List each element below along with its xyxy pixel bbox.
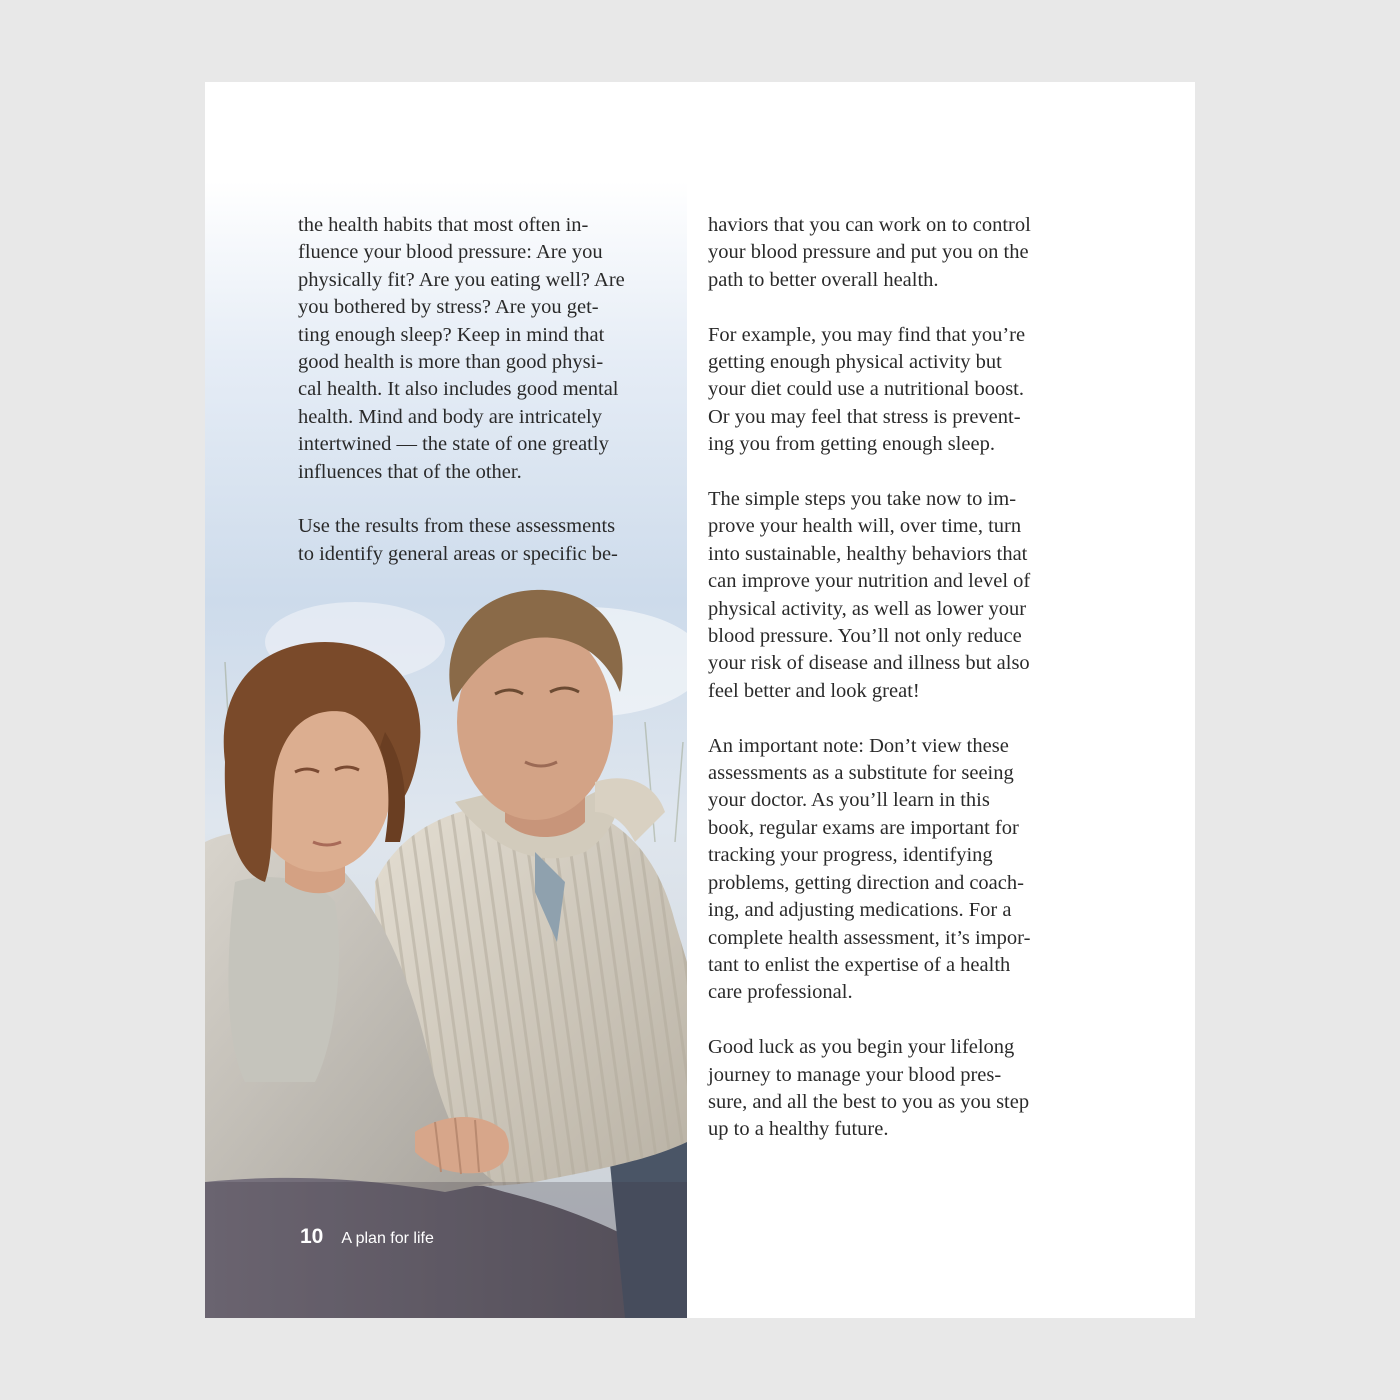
right-text-column <box>708 212 1088 1171</box>
left-text-column <box>298 212 668 596</box>
body-paragraph: the health habits that most often in- fluence your blood pressure: Are you physically fit? Are you eating well? Are you bothered by stress? Are you get- ting enough sleep? Keep in mind that good health is more than good physi- cal health. It also includes good mental health. Mind and body are intricately intertwined — the state of one greatly influences that of the other. <box>298 214 625 483</box>
running-title: A plan for life <box>341 1230 434 1247</box>
body-paragraph: An important note: Don’t view these assessments as a substitute for seeing your doctor. As you’ll learn in this book, regular exams are important for tracking your progress, identifying problems, getting direction and coach- ing, and adjusting medications. For a complete health assessment, it’s impor- tant to enlist the expertise of a health care professional. <box>708 734 1031 1004</box>
body-paragraph: Use the results from these assessments to identify general areas or specific be- <box>298 515 618 565</box>
body-paragraph: Good luck as you begin your lifelong journey to manage your blood pres- sure, and all the best to you as you step up to a healthy future. <box>708 1036 1030 1141</box>
page-number: 10 <box>300 1225 324 1248</box>
body-paragraph: haviors that you can work on to control your blood pressure and put you on the path to better overall health. <box>708 214 1031 291</box>
page-footer <box>300 1225 434 1249</box>
book-page <box>205 82 1195 1318</box>
body-paragraph: For example, you may find that you’re getting enough physical activity but your diet could use a nutritional boost. Or you may feel that stress is prevent- ing you from getting enough sleep. <box>708 323 1026 456</box>
body-paragraph: The simple steps you take now to im- prove your health will, over time, turn into sustainable, healthy behaviors that can improve your nutrition and level of physical activity, as well as lower your blood pressure. You’ll not only reduce your risk of disease and illness but also feel better and look great! <box>708 488 1031 702</box>
